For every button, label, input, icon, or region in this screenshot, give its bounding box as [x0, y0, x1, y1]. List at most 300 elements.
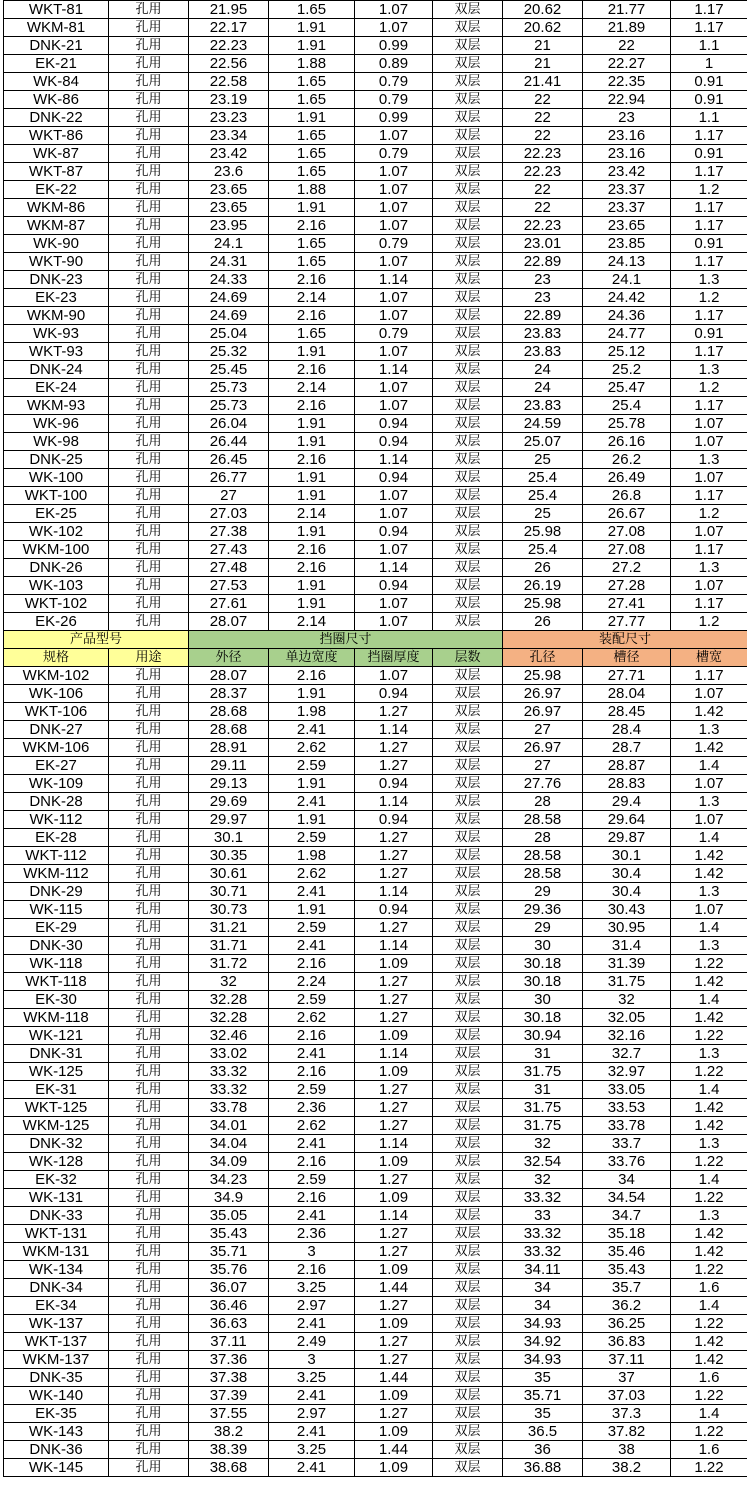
cell-layers: 双层	[433, 883, 503, 901]
cell-usage: 孔用	[109, 811, 189, 829]
cell-usage: 孔用	[109, 289, 189, 307]
cell-outer-diameter: 30.61	[189, 865, 269, 883]
table-row	[4, 847, 748, 865]
cell-single-width: 2.59	[269, 1171, 355, 1189]
cell-layers: 双层	[433, 1171, 503, 1189]
cell-groove-width: 1.6	[671, 1441, 748, 1459]
cell-usage: 孔用	[109, 271, 189, 289]
cell-groove-diameter: 35.18	[583, 1225, 671, 1243]
cell-ring-thickness: 1.09	[355, 1027, 433, 1045]
table-row	[4, 325, 748, 343]
cell-groove-diameter: 24.1	[583, 271, 671, 289]
table-header	[4, 631, 748, 667]
cell-groove-diameter: 27.2	[583, 559, 671, 577]
cell-layers: 双层	[433, 1459, 503, 1477]
cell-single-width: 1.65	[269, 145, 355, 163]
table-row	[4, 937, 748, 955]
cell-groove-diameter: 27.41	[583, 595, 671, 613]
cell-groove-width: 1.2	[671, 289, 748, 307]
cell-groove-diameter: 24.13	[583, 253, 671, 271]
cell-usage: 孔用	[109, 109, 189, 127]
header-group-row	[4, 631, 748, 649]
cell-spec: DNK-32	[4, 1135, 109, 1153]
cell-outer-diameter: 36.63	[189, 1315, 269, 1333]
cell-outer-diameter: 37.39	[189, 1387, 269, 1405]
cell-single-width: 2.16	[269, 955, 355, 973]
cell-groove-width: 1.1	[671, 109, 748, 127]
cell-layers: 双层	[433, 811, 503, 829]
cell-bore-diameter: 31	[503, 1081, 583, 1099]
cell-ring-thickness: 0.79	[355, 73, 433, 91]
cell-groove-diameter: 35.7	[583, 1279, 671, 1297]
cell-groove-width: 1.3	[671, 721, 748, 739]
cell-groove-diameter: 23.65	[583, 217, 671, 235]
cell-bore-diameter: 26.97	[503, 703, 583, 721]
cell-groove-width: 1.42	[671, 1009, 748, 1027]
cell-layers: 双层	[433, 1423, 503, 1441]
cell-usage: 孔用	[109, 217, 189, 235]
cell-single-width: 2.41	[269, 1315, 355, 1333]
cell-outer-diameter: 27	[189, 487, 269, 505]
table-row	[4, 757, 748, 775]
cell-layers: 双层	[433, 1009, 503, 1027]
cell-groove-width: 1.22	[671, 1063, 748, 1081]
cell-outer-diameter: 29.69	[189, 793, 269, 811]
cell-groove-diameter: 21.77	[583, 1, 671, 19]
cell-ring-thickness: 1.07	[355, 199, 433, 217]
cell-groove-diameter: 34	[583, 1171, 671, 1189]
cell-usage: 孔用	[109, 613, 189, 631]
cell-groove-diameter: 25.12	[583, 343, 671, 361]
cell-layers: 双层	[433, 343, 503, 361]
table-row	[4, 973, 748, 991]
cell-groove-width: 1.17	[671, 199, 748, 217]
cell-groove-width: 1.42	[671, 847, 748, 865]
table-row	[4, 613, 748, 631]
cell-bore-diameter: 30	[503, 991, 583, 1009]
cell-groove-diameter: 23.37	[583, 199, 671, 217]
cell-spec: WKM-86	[4, 199, 109, 217]
cell-layers: 双层	[433, 847, 503, 865]
cell-groove-width: 1.3	[671, 1207, 748, 1225]
cell-spec: WK-125	[4, 1063, 109, 1081]
table-row	[4, 991, 748, 1009]
cell-layers: 双层	[433, 271, 503, 289]
cell-usage: 孔用	[109, 433, 189, 451]
cell-usage: 孔用	[109, 1225, 189, 1243]
cell-bore-diameter: 24.59	[503, 415, 583, 433]
cell-layers: 双层	[433, 721, 503, 739]
table-row	[4, 1099, 748, 1117]
cell-bore-diameter: 22.23	[503, 163, 583, 181]
cell-groove-diameter: 28.87	[583, 757, 671, 775]
cell-spec: DNK-27	[4, 721, 109, 739]
cell-single-width: 2.16	[269, 1261, 355, 1279]
table-row	[4, 361, 748, 379]
cell-groove-diameter: 27.71	[583, 667, 671, 685]
cell-outer-diameter: 23.6	[189, 163, 269, 181]
cell-spec: WK-87	[4, 145, 109, 163]
cell-usage: 孔用	[109, 829, 189, 847]
cell-usage: 孔用	[109, 991, 189, 1009]
cell-spec: EK-29	[4, 919, 109, 937]
cell-single-width: 2.16	[269, 1189, 355, 1207]
cell-outer-diameter: 21.95	[189, 1, 269, 19]
cell-layers: 双层	[433, 1225, 503, 1243]
cell-layers: 双层	[433, 73, 503, 91]
cell-groove-diameter: 35.43	[583, 1261, 671, 1279]
cell-spec: WKM-87	[4, 217, 109, 235]
cell-groove-diameter: 28.7	[583, 739, 671, 757]
cell-outer-diameter: 23.65	[189, 181, 269, 199]
cell-outer-diameter: 35.76	[189, 1261, 269, 1279]
cell-outer-diameter: 25.45	[189, 361, 269, 379]
cell-groove-width: 0.91	[671, 235, 748, 253]
cell-ring-thickness: 0.94	[355, 433, 433, 451]
cell-groove-diameter: 26.49	[583, 469, 671, 487]
table-row	[4, 793, 748, 811]
cell-groove-diameter: 22.35	[583, 73, 671, 91]
cell-bore-diameter: 24	[503, 361, 583, 379]
cell-single-width: 1.91	[269, 901, 355, 919]
cell-layers: 双层	[433, 163, 503, 181]
cell-layers: 双层	[433, 865, 503, 883]
cell-usage: 孔用	[109, 577, 189, 595]
cell-groove-diameter: 21.89	[583, 19, 671, 37]
cell-single-width: 2.59	[269, 757, 355, 775]
cell-outer-diameter: 30.71	[189, 883, 269, 901]
table-row	[4, 181, 748, 199]
cell-spec: DNK-21	[4, 37, 109, 55]
cell-layers: 双层	[433, 1441, 503, 1459]
cell-groove-diameter: 23.37	[583, 181, 671, 199]
cell-bore-diameter: 21	[503, 55, 583, 73]
table-row	[4, 487, 748, 505]
cell-groove-diameter: 32.16	[583, 1027, 671, 1045]
table-row	[4, 1009, 748, 1027]
cell-outer-diameter: 26.04	[189, 415, 269, 433]
cell-outer-diameter: 33.32	[189, 1063, 269, 1081]
table-row	[4, 55, 748, 73]
cell-outer-diameter: 24.33	[189, 271, 269, 289]
table-row	[4, 1405, 748, 1423]
cell-spec: WK-103	[4, 577, 109, 595]
cell-layers: 双层	[433, 469, 503, 487]
cell-groove-width: 1.07	[671, 811, 748, 829]
table-row	[4, 1333, 748, 1351]
cell-groove-width: 1.07	[671, 415, 748, 433]
cell-outer-diameter: 30.1	[189, 829, 269, 847]
cell-single-width: 1.98	[269, 703, 355, 721]
cell-groove-width: 1.42	[671, 1117, 748, 1135]
cell-outer-diameter: 32.28	[189, 1009, 269, 1027]
cell-groove-diameter: 34.7	[583, 1207, 671, 1225]
cell-layers: 双层	[433, 361, 503, 379]
cell-spec: WKM-118	[4, 1009, 109, 1027]
cell-groove-width: 1.07	[671, 775, 748, 793]
cell-groove-diameter: 27.08	[583, 541, 671, 559]
cell-bore-diameter: 36.88	[503, 1459, 583, 1477]
cell-groove-width: 1.42	[671, 1351, 748, 1369]
cell-layers: 双层	[433, 775, 503, 793]
cell-ring-thickness: 1.14	[355, 1045, 433, 1063]
cell-single-width: 2.49	[269, 1333, 355, 1351]
cell-layers: 双层	[433, 1261, 503, 1279]
cell-spec: DNK-23	[4, 271, 109, 289]
cell-groove-diameter: 26.2	[583, 451, 671, 469]
cell-groove-width: 1.1	[671, 37, 748, 55]
cell-groove-diameter: 33.7	[583, 1135, 671, 1153]
cell-groove-width: 1	[671, 55, 748, 73]
cell-spec: WKT-125	[4, 1099, 109, 1117]
cell-groove-diameter: 35.46	[583, 1243, 671, 1261]
cell-spec: EK-28	[4, 829, 109, 847]
cell-single-width: 2.16	[269, 1153, 355, 1171]
cell-outer-diameter: 33.78	[189, 1099, 269, 1117]
cell-spec: WK-86	[4, 91, 109, 109]
table-row	[4, 667, 748, 685]
cell-outer-diameter: 31.72	[189, 955, 269, 973]
cell-layers: 双层	[433, 901, 503, 919]
table-row	[4, 415, 748, 433]
cell-ring-thickness: 0.99	[355, 37, 433, 55]
cell-layers: 双层	[433, 505, 503, 523]
cell-ring-thickness: 1.07	[355, 541, 433, 559]
cell-bore-diameter: 34.11	[503, 1261, 583, 1279]
cell-single-width: 2.41	[269, 1387, 355, 1405]
cell-usage: 孔用	[109, 1189, 189, 1207]
cell-spec: EK-32	[4, 1171, 109, 1189]
cell-spec: WKT-118	[4, 973, 109, 991]
cell-layers: 双层	[433, 793, 503, 811]
cell-ring-thickness: 1.07	[355, 595, 433, 613]
table-row	[4, 775, 748, 793]
table-row	[4, 541, 748, 559]
cell-layers: 双层	[433, 1153, 503, 1171]
cell-groove-diameter: 25.78	[583, 415, 671, 433]
cell-groove-diameter: 24.42	[583, 289, 671, 307]
cell-groove-width: 1.3	[671, 793, 748, 811]
cell-single-width: 1.91	[269, 199, 355, 217]
cell-bore-diameter: 26	[503, 613, 583, 631]
cell-single-width: 2.41	[269, 1207, 355, 1225]
cell-single-width: 1.65	[269, 253, 355, 271]
table-row	[4, 577, 748, 595]
table-row	[4, 1423, 748, 1441]
table-row	[4, 1369, 748, 1387]
cell-ring-thickness: 0.79	[355, 235, 433, 253]
cell-groove-diameter: 27.77	[583, 613, 671, 631]
cell-groove-diameter: 32.97	[583, 1063, 671, 1081]
cell-bore-diameter: 30.18	[503, 973, 583, 991]
cell-layers: 双层	[433, 541, 503, 559]
cell-ring-thickness: 1.07	[355, 253, 433, 271]
cell-groove-diameter: 23.42	[583, 163, 671, 181]
cell-ring-thickness: 1.27	[355, 1405, 433, 1423]
cell-layers: 双层	[433, 1099, 503, 1117]
cell-groove-diameter: 33.78	[583, 1117, 671, 1135]
cell-bore-diameter: 22.23	[503, 145, 583, 163]
cell-groove-width: 1.42	[671, 1333, 748, 1351]
cell-ring-thickness: 1.09	[355, 1063, 433, 1081]
cell-layers: 双层	[433, 1027, 503, 1045]
cell-layers: 双层	[433, 379, 503, 397]
cell-groove-width: 1.4	[671, 1405, 748, 1423]
cell-bore-diameter: 23.83	[503, 343, 583, 361]
cell-ring-thickness: 1.07	[355, 343, 433, 361]
cell-groove-diameter: 29.64	[583, 811, 671, 829]
cell-layers: 双层	[433, 199, 503, 217]
cell-layers: 双层	[433, 235, 503, 253]
cell-layers: 双层	[433, 1207, 503, 1225]
cell-outer-diameter: 25.73	[189, 397, 269, 415]
table-row	[4, 1387, 748, 1405]
table-row	[4, 1027, 748, 1045]
cell-groove-diameter: 30.95	[583, 919, 671, 937]
cell-ring-thickness: 1.14	[355, 1135, 433, 1153]
cell-ring-thickness: 1.07	[355, 397, 433, 415]
table-row	[4, 19, 748, 37]
cell-bore-diameter: 26.19	[503, 577, 583, 595]
cell-groove-diameter: 37.82	[583, 1423, 671, 1441]
cell-groove-width: 1.07	[671, 433, 748, 451]
cell-bore-diameter: 33.32	[503, 1243, 583, 1261]
cell-usage: 孔用	[109, 1297, 189, 1315]
cell-usage: 孔用	[109, 595, 189, 613]
cell-spec: WK-96	[4, 415, 109, 433]
table-body-bottom	[4, 667, 748, 1477]
cell-spec: DNK-26	[4, 559, 109, 577]
cell-ring-thickness: 0.79	[355, 145, 433, 163]
cell-groove-width: 1.3	[671, 883, 748, 901]
cell-ring-thickness: 0.94	[355, 415, 433, 433]
cell-ring-thickness: 1.14	[355, 1207, 433, 1225]
cell-groove-width: 1.3	[671, 271, 748, 289]
cell-outer-diameter: 27.53	[189, 577, 269, 595]
cell-spec: WKT-90	[4, 253, 109, 271]
cell-outer-diameter: 28.07	[189, 667, 269, 685]
cell-layers: 双层	[433, 1117, 503, 1135]
cell-bore-diameter: 31.75	[503, 1117, 583, 1135]
cell-outer-diameter: 28.91	[189, 739, 269, 757]
cell-ring-thickness: 1.14	[355, 883, 433, 901]
cell-ring-thickness: 1.27	[355, 1099, 433, 1117]
cell-bore-diameter: 20.62	[503, 19, 583, 37]
cell-layers: 双层	[433, 1297, 503, 1315]
cell-ring-thickness: 0.94	[355, 469, 433, 487]
header-col-bore-diameter: 孔径	[503, 649, 583, 667]
cell-outer-diameter: 36.07	[189, 1279, 269, 1297]
cell-ring-thickness: 1.27	[355, 1351, 433, 1369]
cell-single-width: 2.59	[269, 919, 355, 937]
cell-bore-diameter: 35	[503, 1369, 583, 1387]
cell-single-width: 1.91	[269, 109, 355, 127]
cell-outer-diameter: 37.11	[189, 1333, 269, 1351]
cell-ring-thickness: 1.07	[355, 19, 433, 37]
table-row	[4, 109, 748, 127]
cell-groove-width: 1.3	[671, 937, 748, 955]
cell-usage: 孔用	[109, 973, 189, 991]
cell-bore-diameter: 21.41	[503, 73, 583, 91]
cell-groove-width: 1.07	[671, 469, 748, 487]
cell-spec: WKT-86	[4, 127, 109, 145]
cell-groove-diameter: 27.08	[583, 523, 671, 541]
cell-groove-diameter: 30.1	[583, 847, 671, 865]
header-col-single-width: 单边宽度	[269, 649, 355, 667]
cell-usage: 孔用	[109, 1117, 189, 1135]
cell-layers: 双层	[433, 397, 503, 415]
cell-spec: WKT-131	[4, 1225, 109, 1243]
cell-usage: 孔用	[109, 721, 189, 739]
cell-groove-diameter: 38.2	[583, 1459, 671, 1477]
cell-usage: 孔用	[109, 1261, 189, 1279]
cell-bore-diameter: 26	[503, 559, 583, 577]
cell-bore-diameter: 35	[503, 1405, 583, 1423]
cell-layers: 双层	[433, 325, 503, 343]
cell-usage: 孔用	[109, 1207, 189, 1225]
cell-usage: 孔用	[109, 127, 189, 145]
cell-single-width: 1.91	[269, 775, 355, 793]
cell-spec: DNK-35	[4, 1369, 109, 1387]
cell-layers: 双层	[433, 1333, 503, 1351]
cell-spec: WK-102	[4, 523, 109, 541]
cell-ring-thickness: 0.94	[355, 901, 433, 919]
cell-groove-width: 1.17	[671, 1, 748, 19]
table-row	[4, 721, 748, 739]
cell-layers: 双层	[433, 739, 503, 757]
cell-layers: 双层	[433, 919, 503, 937]
table-row	[4, 397, 748, 415]
table-row	[4, 685, 748, 703]
cell-outer-diameter: 24.1	[189, 235, 269, 253]
cell-single-width: 2.16	[269, 1063, 355, 1081]
table-row	[4, 1135, 748, 1153]
cell-groove-width: 1.3	[671, 559, 748, 577]
cell-spec: WKT-100	[4, 487, 109, 505]
cell-single-width: 1.91	[269, 685, 355, 703]
cell-usage: 孔用	[109, 73, 189, 91]
cell-bore-diameter: 29	[503, 883, 583, 901]
cell-groove-width: 1.3	[671, 1135, 748, 1153]
cell-groove-width: 1.22	[671, 1423, 748, 1441]
cell-groove-width: 1.2	[671, 181, 748, 199]
cell-single-width: 2.59	[269, 991, 355, 1009]
cell-groove-diameter: 37.3	[583, 1405, 671, 1423]
cell-ring-thickness: 1.27	[355, 757, 433, 775]
header-col-ring-thickness: 挡圈厚度	[355, 649, 433, 667]
cell-groove-width: 1.42	[671, 1225, 748, 1243]
table-row	[4, 955, 748, 973]
cell-ring-thickness: 1.27	[355, 1009, 433, 1027]
cell-groove-diameter: 34.54	[583, 1189, 671, 1207]
cell-spec: WKT-87	[4, 163, 109, 181]
cell-outer-diameter: 38.39	[189, 1441, 269, 1459]
cell-single-width: 2.36	[269, 1099, 355, 1117]
table-row	[4, 235, 748, 253]
cell-usage: 孔用	[109, 91, 189, 109]
cell-ring-thickness: 1.09	[355, 1261, 433, 1279]
cell-outer-diameter: 34.9	[189, 1189, 269, 1207]
cell-single-width: 2.41	[269, 1135, 355, 1153]
cell-ring-thickness: 1.07	[355, 487, 433, 505]
cell-usage: 孔用	[109, 541, 189, 559]
cell-ring-thickness: 0.89	[355, 55, 433, 73]
cell-layers: 双层	[433, 1081, 503, 1099]
header-ring-size: 挡圈尺寸	[189, 631, 503, 649]
cell-usage: 孔用	[109, 739, 189, 757]
cell-usage: 孔用	[109, 919, 189, 937]
cell-spec: DNK-36	[4, 1441, 109, 1459]
